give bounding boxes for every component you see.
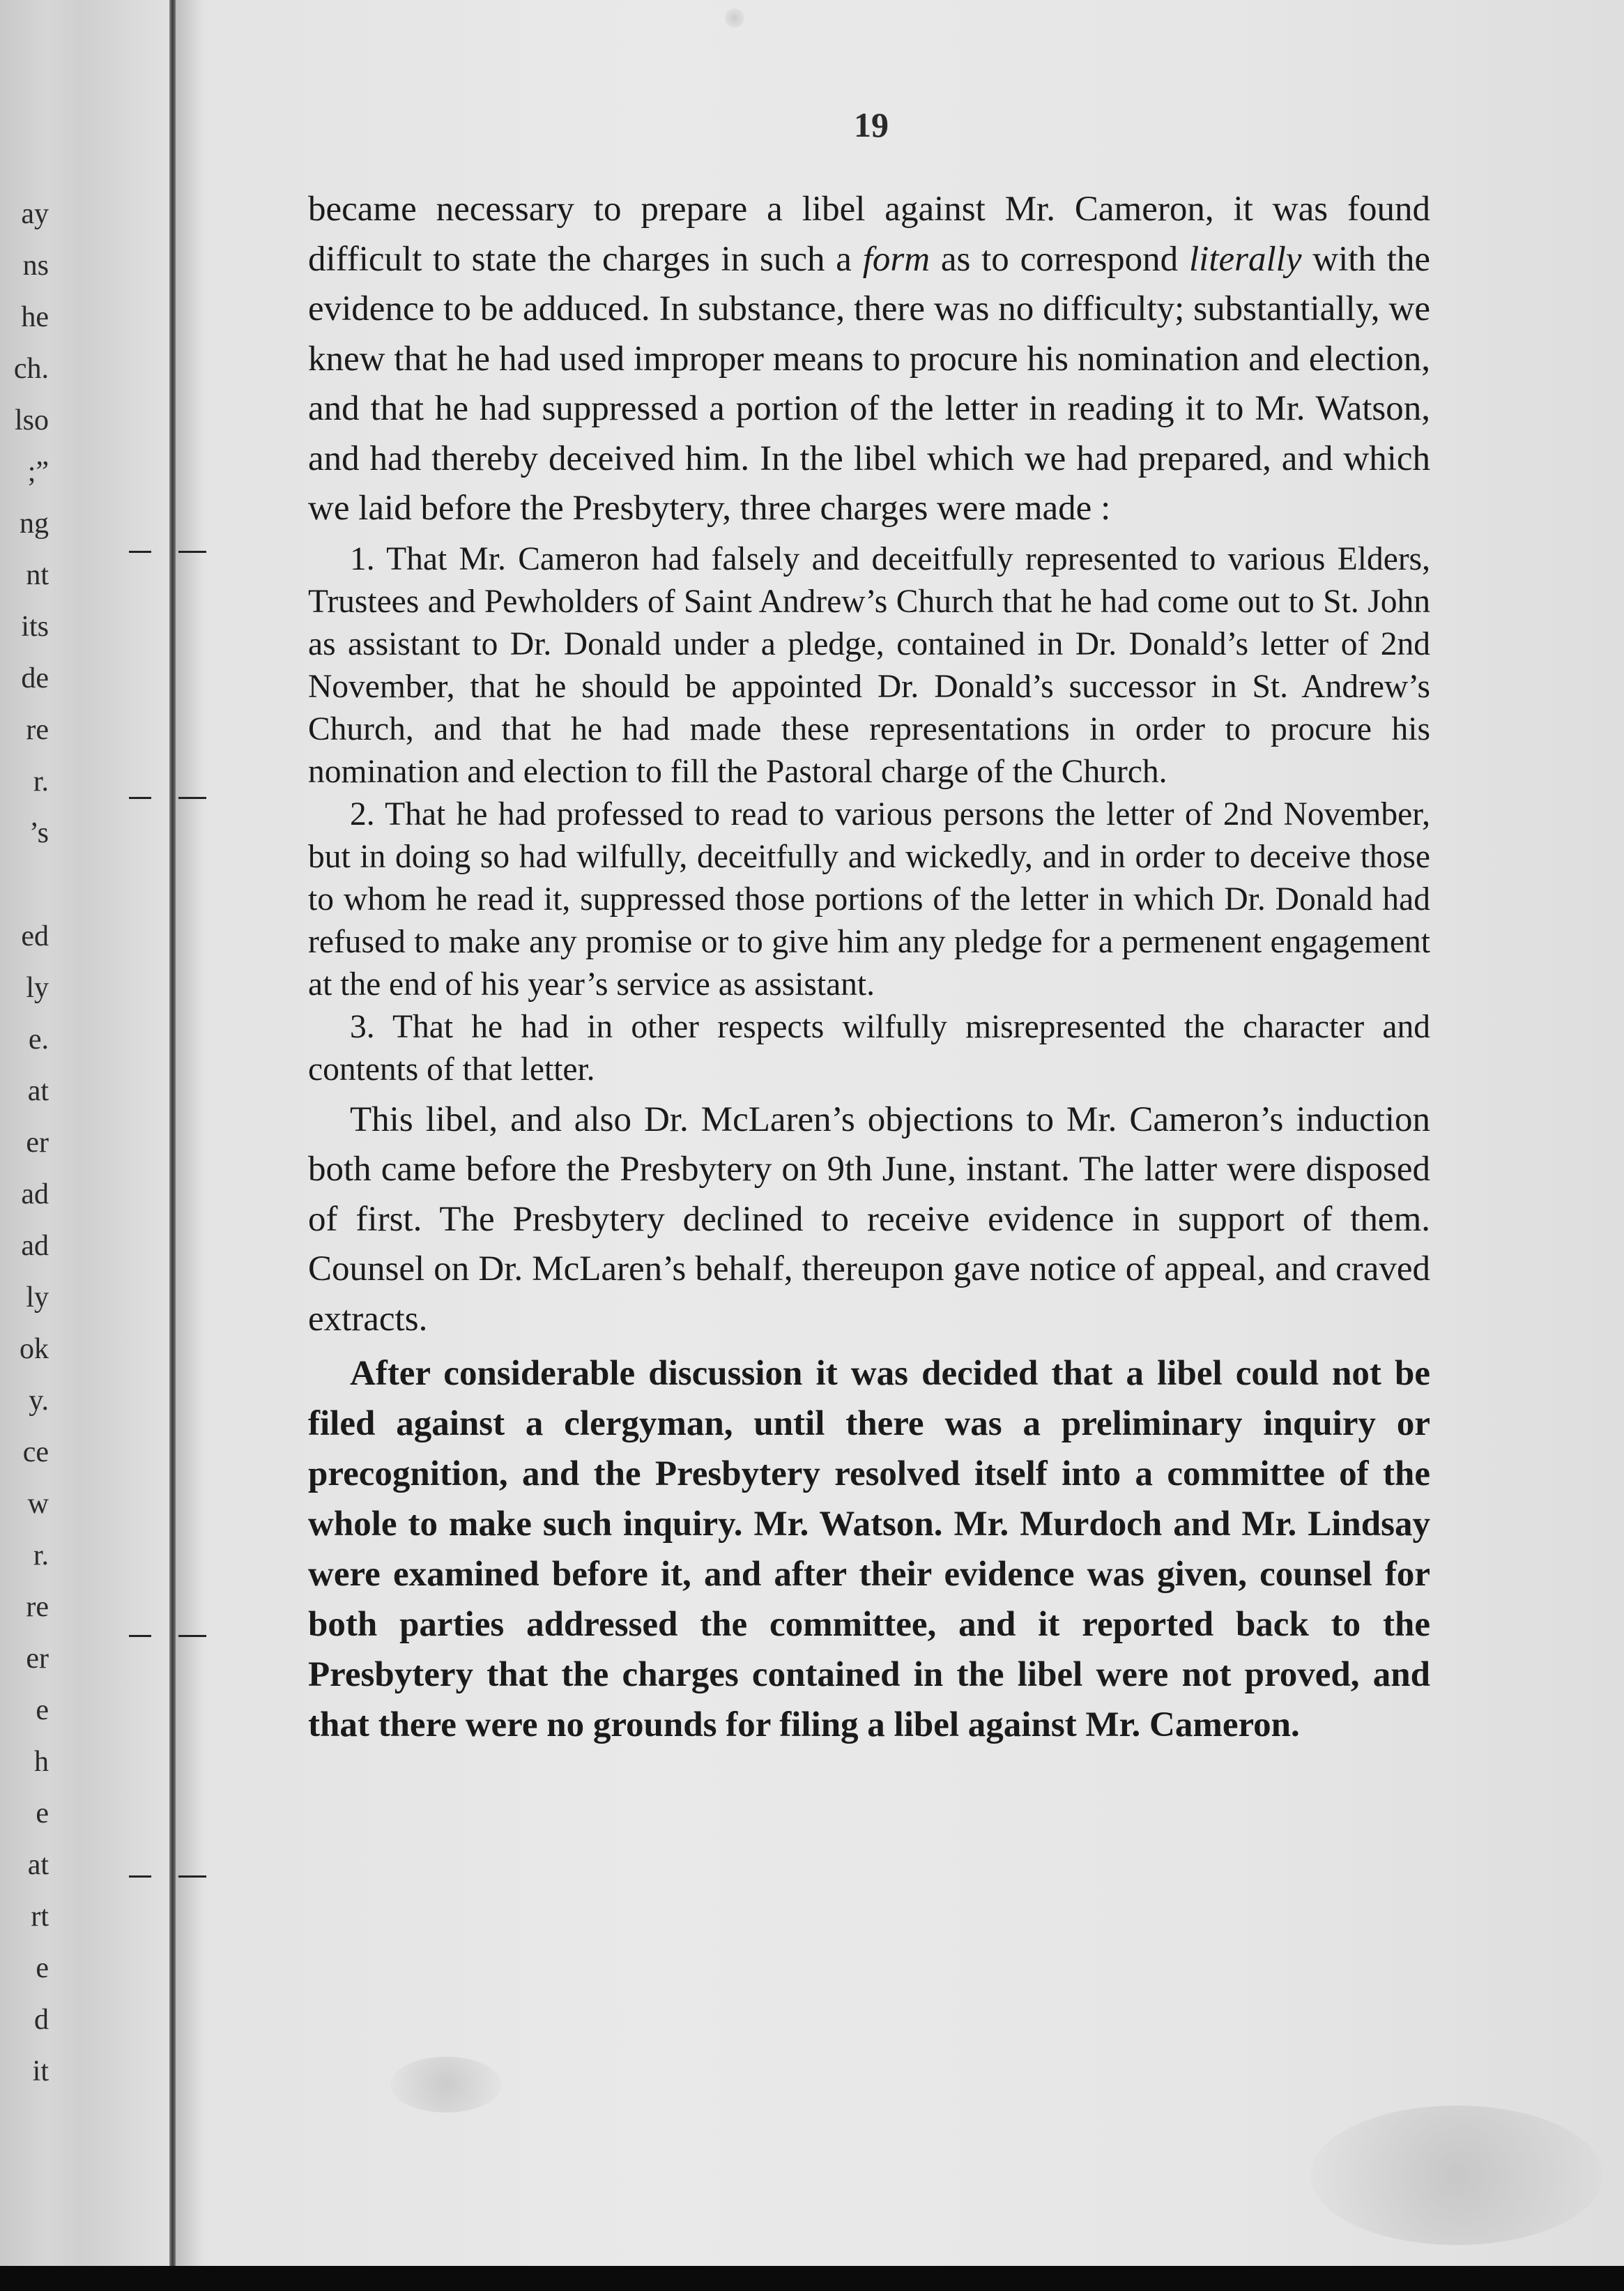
italic-word: literally — [1188, 239, 1302, 279]
binding-tick-mark — [129, 551, 151, 553]
previous-page-fragment: ’s — [29, 817, 49, 849]
paragraph-presbytery-hearing: This libel, and also Dr. McLaren’s objections to Mr. Cameron’s induction both came before the Presbytery on 9th June, instant. The latter were disposed of first. The Presbytery declined to receive evidence in support of them. Counsel on Dr. McLaren’s behalf, thereupon gave notice of appeal, and craved extracts. — [308, 1099, 1430, 1339]
previous-page-fragment: h — [34, 1746, 49, 1778]
previous-page-fragment: de — [21, 662, 49, 694]
previous-page-fragment: its — [21, 611, 49, 643]
paragraph-text: as to correspond — [930, 239, 1189, 279]
page-number: 19 — [854, 105, 889, 144]
previous-page-fragment: d — [34, 2004, 49, 2036]
page-gutter-shadow — [176, 0, 204, 2266]
previous-page-fragment: re — [26, 1591, 49, 1623]
previous-page-fragment: y. — [29, 1385, 49, 1417]
previous-page-fragment: at — [27, 1075, 49, 1107]
charge-item: 3. That he had in other respects wilfully misrepresented the character and contents of that letter. — [308, 1008, 1430, 1088]
previous-page-fragment: er — [26, 1643, 49, 1675]
previous-page-fragment: ad — [21, 1178, 49, 1210]
previous-page-fragment: at — [27, 1849, 49, 1881]
paper-stain — [390, 2057, 502, 2113]
paragraph-committee-inquiry: After considerable discussion it was decided that a libel could not be filed against a clergyman, until there was a preliminary inquiry or precognition, and the Presbytery resolved itself into a committee of the whole to make such inquiry. Mr. Watson. Mr. Murdoch and Mr. Lindsay were examined before it, and after their evidence was given, counsel for both parties addressed the committee, and it reported back to the Presbytery that the charges contained in the libel were not proved, and that there were no grounds for filing a libel against Mr. Cameron. — [308, 1354, 1430, 1744]
paper-stain — [1310, 2106, 1603, 2245]
previous-page-fragment: ay — [21, 198, 49, 230]
previous-page-fragment: e — [36, 1952, 49, 1984]
previous-page-fragment: rt — [31, 1901, 49, 1933]
previous-page-fragment: er — [26, 1127, 49, 1159]
previous-page-fragment: ng — [20, 508, 49, 540]
previous-page-fragment: ce — [22, 1436, 49, 1468]
previous-page-fragment: ;” — [27, 456, 49, 488]
body-text — [308, 185, 1430, 1750]
paragraph-libel-context — [308, 185, 1430, 534]
previous-page-fragment: ch. — [13, 353, 49, 385]
previous-page-fragment: w — [27, 1488, 49, 1520]
previous-page-fragment: e — [36, 1797, 49, 1829]
previous-page-fragment: ed — [21, 920, 49, 952]
binding-tick-mark — [178, 551, 206, 553]
previous-page-fragment — [0, 859, 49, 911]
previous-page-fragment: nt — [26, 559, 49, 591]
previous-page-fragment: re — [26, 714, 49, 746]
previous-page-fragment: it — [32, 2055, 49, 2087]
previous-page-fragment: e — [36, 1694, 49, 1726]
previous-page-fragment: ly — [26, 1281, 49, 1314]
previous-page-fragment: lso — [14, 404, 49, 436]
previous-page-fragment: ly — [26, 972, 49, 1004]
paragraph-text: with the evidence to be adduced. In substance, there was no difficulty; substantially, we knew that he had used improper means to procure his nomination and election, and that he had suppressed a portion of the letter in reading it to Mr. Watson, and had thereby deceived him. In the libel which we had prepared, and which we laid before the Presbytery, three charges were made : — [308, 239, 1431, 528]
binding-tick-mark — [178, 797, 206, 799]
paper-spot — [725, 8, 744, 28]
previous-page-fragment: e. — [28, 1023, 49, 1056]
previous-page-fragment: ns — [22, 250, 49, 282]
charges-list — [308, 538, 1430, 1091]
binding-tick-mark — [129, 1875, 151, 1878]
binding-tick-mark — [129, 797, 151, 799]
charge-item: 1. That Mr. Cameron had falsely and deceitfully represented to various Elders, Trustees and Pewholders of Saint Andrew’s Church that he had come out to St. John as assistant to Dr. Donald under a pledge, contained in Dr. Donald’s letter of 2nd November, that he should be appointed Dr. Donald’s successor in St. Andrew’s Church, and that he had made these representations in order to procure his nomination and election to fill the Pastoral charge of the Church. — [308, 540, 1430, 790]
previous-page-fragment: r. — [33, 1539, 49, 1571]
previous-page-fragment: ad — [21, 1230, 49, 1262]
binding-tick-mark — [178, 1875, 206, 1878]
previous-page-fragment: r. — [33, 766, 49, 798]
previous-page-fragment: he — [21, 301, 49, 333]
scan-bottom-edge — [0, 2266, 1624, 2291]
book-spine — [169, 0, 176, 2266]
italic-word: form — [862, 239, 930, 279]
previous-page-margin-fragments — [0, 188, 49, 2097]
binding-tick-mark — [129, 1635, 151, 1637]
previous-page-fragment: ok — [20, 1333, 49, 1365]
paragraph-text: became necessary to prepare a libel against Mr. Cameron, it was found difficult to state the charges in such a — [308, 190, 1430, 279]
charge-item: 2. That he had professed to read to various persons the letter of 2nd November, but in doing so had wilfully, deceitfully and wickedly, and in order to deceive those to whom he read it, suppressed those portions of the letter in which Dr. Donald had refused to make any promise or to give him any pledge for a permenent engagement at the end of his year’s service as assistant. — [308, 796, 1430, 1003]
binding-tick-mark — [178, 1635, 206, 1637]
